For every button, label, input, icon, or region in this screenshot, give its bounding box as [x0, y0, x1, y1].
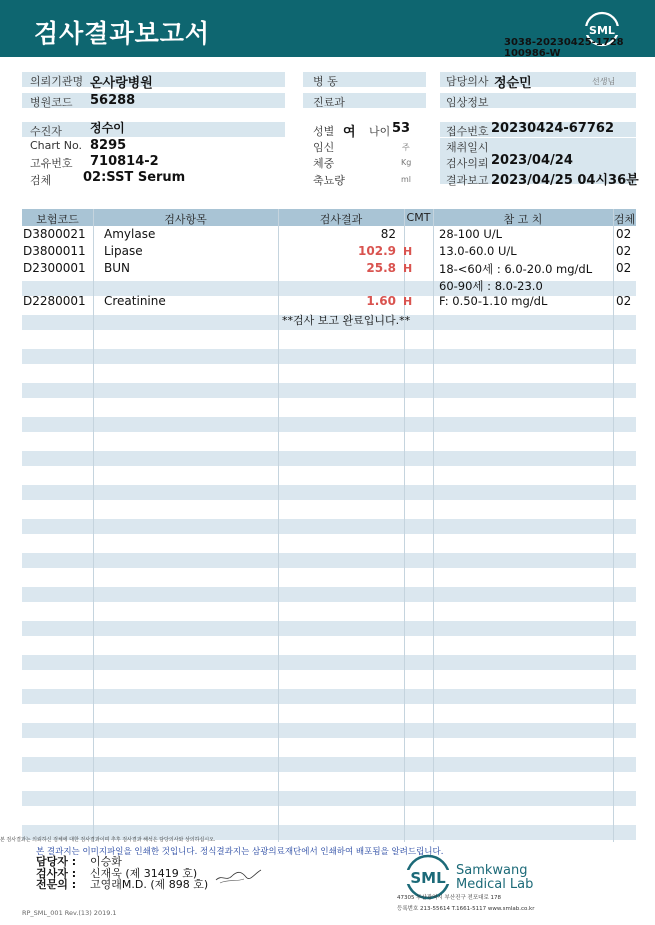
specialist-label: 전문의 : [36, 878, 77, 891]
table-row-flag: H [403, 245, 413, 258]
table-row-code: D2300001 [23, 261, 86, 275]
table-row-specimen: 02 [616, 294, 632, 308]
id-value: 710814-2 [90, 154, 159, 169]
doctor-label: 담당의사 [446, 75, 489, 88]
table-stripe [22, 757, 636, 772]
table-stripe [22, 791, 636, 806]
table-stripe [22, 621, 636, 636]
checker-label: 검사자 : [36, 867, 77, 880]
col-header-ref: 참 고 치 [503, 213, 543, 226]
chart-value: 8295 [90, 138, 127, 153]
lab-name-line2: Medical Lab [456, 877, 534, 892]
col-divider [433, 209, 434, 842]
weight-label: 체중 [313, 157, 335, 170]
table-row-code: D3800021 [23, 227, 86, 241]
tester-label: 담당자 : [36, 855, 77, 868]
table-row-ref: 18-<60세 : 6.0-20.0 mg/dL [439, 262, 593, 276]
hospital-code-value: 56288 [90, 93, 136, 108]
age-label: 나이 [369, 125, 391, 138]
urine-unit: ml [401, 175, 412, 184]
collected-label: 채취일시 [446, 141, 489, 154]
form-revision: RP_SML_001 Rev.(13) 2019.1 [22, 909, 117, 917]
table-row-specimen: 02 [616, 227, 632, 241]
table-row-item: Amylase [104, 227, 156, 241]
svg-text:SML: SML [589, 24, 615, 37]
pregnancy-label: 임신 [313, 141, 335, 154]
reported-value: 2023/04/25 04시36분 [491, 173, 639, 188]
table-stripe [22, 485, 636, 500]
lab-address-line1: 47305 부산광역시 부산진구 전포대로 178 [397, 895, 502, 901]
lab-address-line2: 등록번호 213-55614 T.1661-5117 www.smlab.co.kr [397, 906, 535, 912]
report-complete-note: **검사 보고 완료입니다.** [282, 314, 411, 327]
department-label: 진료과 [313, 96, 345, 109]
urine-label: 축뇨량 [313, 174, 345, 187]
table-row-result: 102.9 [358, 244, 396, 258]
institution-label: 의뢰기관명 [30, 75, 84, 88]
doc-code: 100986-W [504, 48, 561, 59]
reported-label: 결과보고 [446, 174, 489, 187]
table-stripe [22, 587, 636, 602]
table-stripe [22, 655, 636, 670]
table-row-result: 1.60 [366, 294, 396, 308]
table-stripe [22, 723, 636, 738]
sex-value: 여 [343, 125, 356, 140]
chart-label: Chart No. [30, 139, 82, 152]
table-row-code: D3800011 [23, 244, 86, 258]
table-row-flag: H [403, 262, 413, 275]
table-row-ref: F: 0.50-1.10 mg/dL [439, 294, 548, 308]
document-number [504, 37, 624, 59]
requested-label: 검사의뢰 [446, 157, 489, 170]
ward-label: 병 동 [313, 75, 338, 88]
svg-text:SML: SML [410, 869, 446, 887]
col-divider [93, 209, 94, 842]
col-header-code: 보험코드 [36, 213, 79, 226]
table-row-result: 25.8 [366, 261, 396, 275]
report-title: 검사결과보고서 [34, 19, 211, 48]
requested-value: 2023/04/24 [491, 153, 573, 168]
table-row-specimen: 02 [616, 244, 632, 258]
table-row-flag: H [403, 295, 413, 308]
table-stripe [22, 349, 636, 364]
specialist-name: 고영래M.D. (제 898 호) [90, 878, 209, 891]
doctor-suffix: 선생님 [592, 77, 616, 86]
receipt-label: 접수번호 [446, 125, 489, 138]
lab-name-line1: Samkwang [456, 863, 528, 878]
doc-number: 3038-20230425-1728 [504, 37, 624, 48]
age-value: 53 [392, 121, 411, 136]
col-header-cmt: CMT [406, 211, 431, 224]
table-stripe [22, 519, 636, 534]
table-row-item: BUN [104, 261, 130, 275]
checker-name: 신재욱 (제 31419 호) [90, 867, 198, 880]
lab-address [397, 893, 535, 915]
table-stripe [22, 383, 636, 398]
doctor-value: 정순민 [494, 76, 532, 91]
col-header-item: 검사항목 [164, 213, 207, 226]
lab-name [456, 864, 533, 892]
table-row-ref-2: 60-90세 : 8.0-23.0 [439, 279, 543, 293]
col-header-result: 검사결과 [319, 213, 363, 226]
specimen-label: 검체 [30, 174, 52, 187]
specimen-value: 02:SST Serum [83, 170, 186, 185]
col-divider [613, 209, 614, 842]
col-divider [278, 209, 279, 842]
clinical-info-label: 임상정보 [446, 96, 489, 109]
weight-unit: Kg [401, 158, 412, 167]
table-stripe [22, 689, 636, 704]
sex-label: 성별 [313, 125, 335, 138]
table-row-code: D2280001 [23, 294, 86, 308]
table-stripe [22, 553, 636, 568]
col-header-specimen: 검체 [613, 213, 636, 226]
table-stripe [22, 451, 636, 466]
receipt-value: 20230424-67762 [491, 121, 614, 136]
table-stripe [22, 417, 636, 432]
tester-name: 이승화 [90, 855, 122, 868]
table-row-result: 82 [380, 227, 396, 241]
table-row-item: Lipase [104, 244, 143, 258]
table-row-item: Creatinine [104, 294, 166, 308]
table-row-specimen: 02 [616, 261, 632, 275]
institution-value: 온사랑병원 [90, 76, 153, 91]
patient-value: 정수이 [90, 121, 125, 135]
print-notice: 본 결과지는 이미지파일을 인쇄한 것입니다. 정식결과지는 삼광의료재단에서 인쇄하여 배포됨을 알려드립니다. [36, 847, 444, 857]
table-row-ref: 13.0-60.0 U/L [439, 244, 517, 258]
patient-label: 수진자 [30, 125, 62, 138]
disclaimer-text: 본 검사결과는 의뢰하신 검체에 대한 검사결과이며 추후 검사결과 해석은 담당의사와 상의하십시오. [0, 837, 216, 843]
id-label: 고유번호 [30, 157, 73, 170]
signature-image [214, 864, 264, 886]
table-row-ref: 28-100 U/L [439, 227, 503, 241]
pregnancy-unit: 주 [402, 143, 410, 152]
hospital-code-label: 병원코드 [30, 96, 73, 109]
